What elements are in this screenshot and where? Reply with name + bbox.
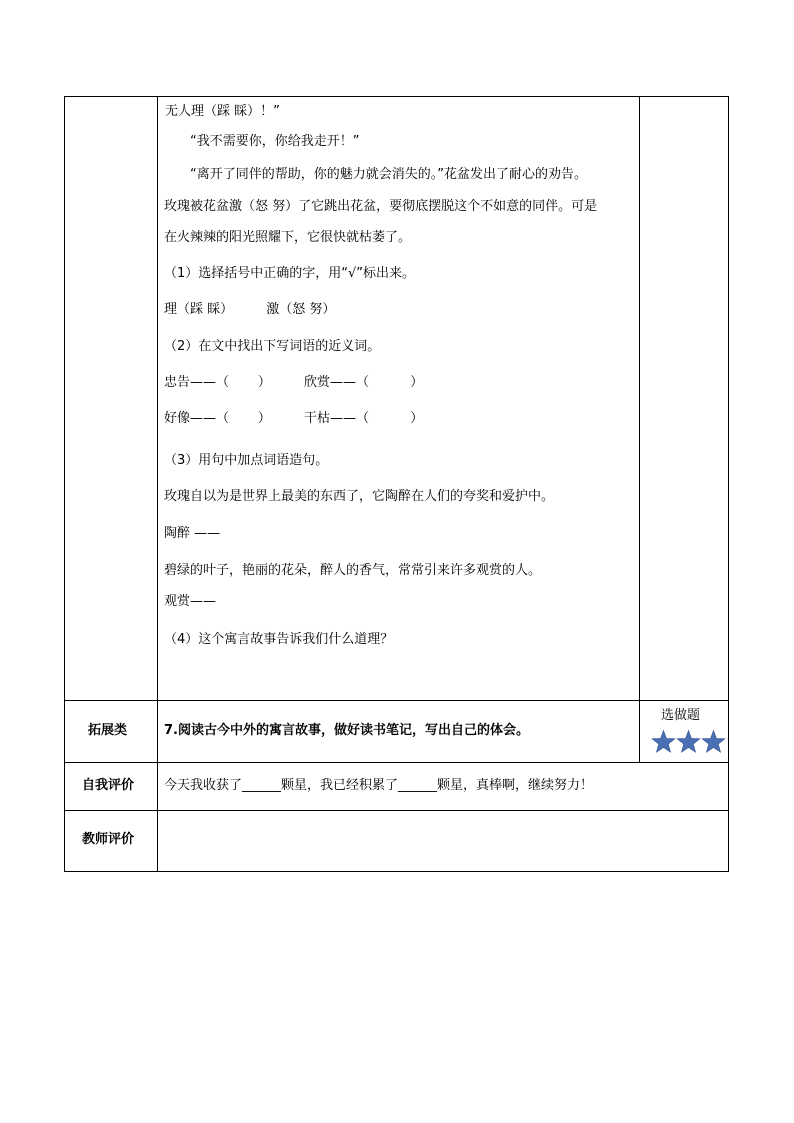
question-3-answer-1: 陶醉 —— [164,526,221,541]
row-divider-main [64,700,729,701]
passage-line: “我不需要你，你给我走开！” [190,134,360,149]
content-column-divider [639,96,640,763]
question-2-pair-2: 好像——（ ） 干枯——（ ） [164,411,424,426]
star-icon [652,731,675,753]
label-column-divider [157,96,158,872]
optional-label: 选做题 [661,708,701,723]
table-right-border [728,96,729,872]
passage-line: 在火辣辣的阳光照耀下，它很快就枯萎了。 [164,230,412,245]
table-top-border [64,96,729,97]
passage-line: “离开了同伴的帮助，你的魅力就会消失的。”花盆发出了耐心的劝告。 [190,167,587,182]
table-left-border [64,96,65,872]
extension-label: 拓展类 [88,723,128,738]
passage-line: 无人理（踩 睬）！” [165,104,280,119]
row-divider-self-eval [64,810,729,811]
question-3-answer-2: 观赏—— [164,594,217,609]
question-2: （2）在文中找出下写词语的近义词。 [164,339,381,354]
question-1-options: 理（踩 睬） 激（怒 努） [164,302,336,317]
passage-line: 玫瑰被花盆激（怒 努）了它跳出花盆，要彻底摆脱这个不如意的同伴。可是 [164,199,598,214]
star-icon [677,731,700,753]
question-3-sentence-1: 玫瑰自以为是世界上最美的东西了，它陶醉在人们的夸奖和爱护中。 [164,489,555,504]
question-3-sentence-2: 碧绿的叶子，艳丽的花朵，醉人的香气，常常引来许多观赏的人。 [164,563,542,578]
question-3: （3）用句中加点词语造句。 [164,453,329,468]
self-eval-label: 自我评价 [82,778,135,793]
teacher-eval-label: 教师评价 [82,832,135,847]
self-eval-content: 今天我收获了______颗星，我已经积累了______颗星，真棒啊，继续努力！ [164,778,594,793]
extension-content: 7.阅读古今中外的寓言故事，做好读书笔记，写出自己的体会。 [164,723,529,738]
table-bottom-border [64,871,729,872]
star-rating [651,729,727,755]
row-divider-extension [64,762,729,763]
question-2-pair-1: 忠告——（ ） 欣赏——（ ） [164,375,424,390]
question-1: （1）选择括号中正确的字，用“√”标出来。 [164,266,416,281]
star-icon [702,731,725,753]
question-4: （4）这个寓言故事告诉我们什么道理？ [164,632,394,647]
